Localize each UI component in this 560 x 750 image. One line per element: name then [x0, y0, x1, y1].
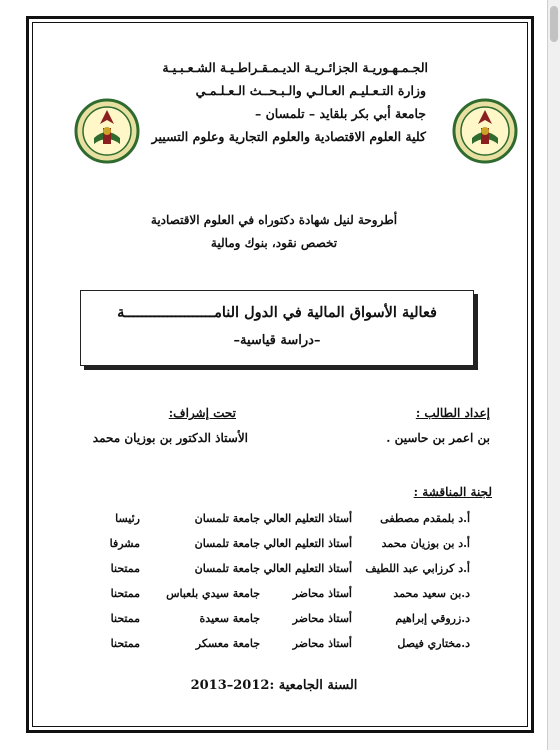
jury-member-name: أ.د كرزابي عبد اللطيف [365, 562, 470, 575]
jury-member-university: جامعة سيدي بلعباس [166, 587, 260, 600]
jury-member-role: رئيسا [115, 512, 140, 525]
scrollbar-thumb[interactable] [550, 6, 558, 42]
jury-member-role: ممتحنا [110, 562, 140, 575]
university-logo-right-icon [452, 98, 518, 164]
title-box [80, 290, 474, 366]
vertical-scrollbar[interactable] [547, 0, 560, 750]
jury-member-rank: أستاذ محاضر [292, 637, 352, 650]
jury-row [66, 612, 470, 630]
jury-member-university: جامعة تلمسان [194, 537, 260, 550]
jury-member-rank: أستاذ محاضر [292, 587, 352, 600]
student-name: بن اعمر بن حاسين . [386, 431, 490, 445]
jury-member-university: جامعة معسكر [195, 637, 260, 650]
jury-label: لجنة المناقشة : [413, 485, 492, 499]
jury-member-rank: أستاذ التعليم العالي [263, 537, 352, 550]
thesis-title: فعالية الأسواق المالية في الدول النامـــــــــــــــــــــة [117, 304, 437, 321]
jury-row [66, 637, 470, 655]
jury-member-name: د.مختاري فيصل [397, 637, 470, 650]
jury-member-university: جامعة تلمسان [194, 512, 260, 525]
student-label: إعداد الطالب : [415, 406, 490, 420]
thesis-specialty: تخصص نقود، بنوك ومالية [210, 236, 338, 250]
jury-member-name: أ.د بلمقدم مصطفى [380, 512, 470, 525]
jury-member-name: د.بن سعيد محمد [393, 587, 470, 600]
university-line: جامعة أبي بكر بلقايد – تلمسان – [255, 106, 426, 121]
academic-year: السنة الجامعية :2012–2013 [190, 678, 358, 693]
jury-member-role: ممتحنا [110, 587, 140, 600]
university-logo-left-icon [74, 98, 140, 164]
thesis-degree: أطروحة لنيل شهادة دكتوراه في العلوم الاقتصادية [150, 213, 398, 227]
jury-member-rank: أستاذ محاضر [292, 612, 352, 625]
jury-member-role: ممتحنا [110, 637, 140, 650]
supervisor-name: الأستاذ الدكتور بن بوزيان محمد [92, 431, 248, 445]
jury-member-name: د.زروقي إبراهيم [395, 612, 470, 625]
jury-row [66, 587, 470, 605]
jury-row [66, 562, 470, 580]
ministry-line: وزارة التـعـليـم العـالـي والـبـحــث الـعـلـمـي [195, 83, 426, 98]
jury-row [66, 512, 470, 530]
supervisor-label: تحت إشراف: [168, 406, 236, 420]
jury-member-role: مشرفا [109, 537, 140, 550]
jury-member-name: أ.د بن بوزيان محمد [381, 537, 470, 550]
jury-member-university: جامعة سعيدة [199, 612, 260, 625]
republic-line: الجـمـهـوريـة الجزائـريـة الديـمـقـراطـيـة الشـعـبـيـة [162, 60, 428, 75]
jury-member-rank: أستاذ التعليم العالي [263, 512, 352, 525]
thesis-subtitle: –دراسة قياسية– [233, 333, 321, 348]
jury-member-role: ممتحنا [110, 612, 140, 625]
jury-member-rank: أستاذ التعليم العالي [263, 562, 352, 575]
faculty-line: كلية العلوم الاقتصادية والعلوم التجارية وعلوم التسيير [151, 129, 426, 144]
jury-member-university: جامعة تلمسان [194, 562, 260, 575]
jury-row [66, 537, 470, 555]
